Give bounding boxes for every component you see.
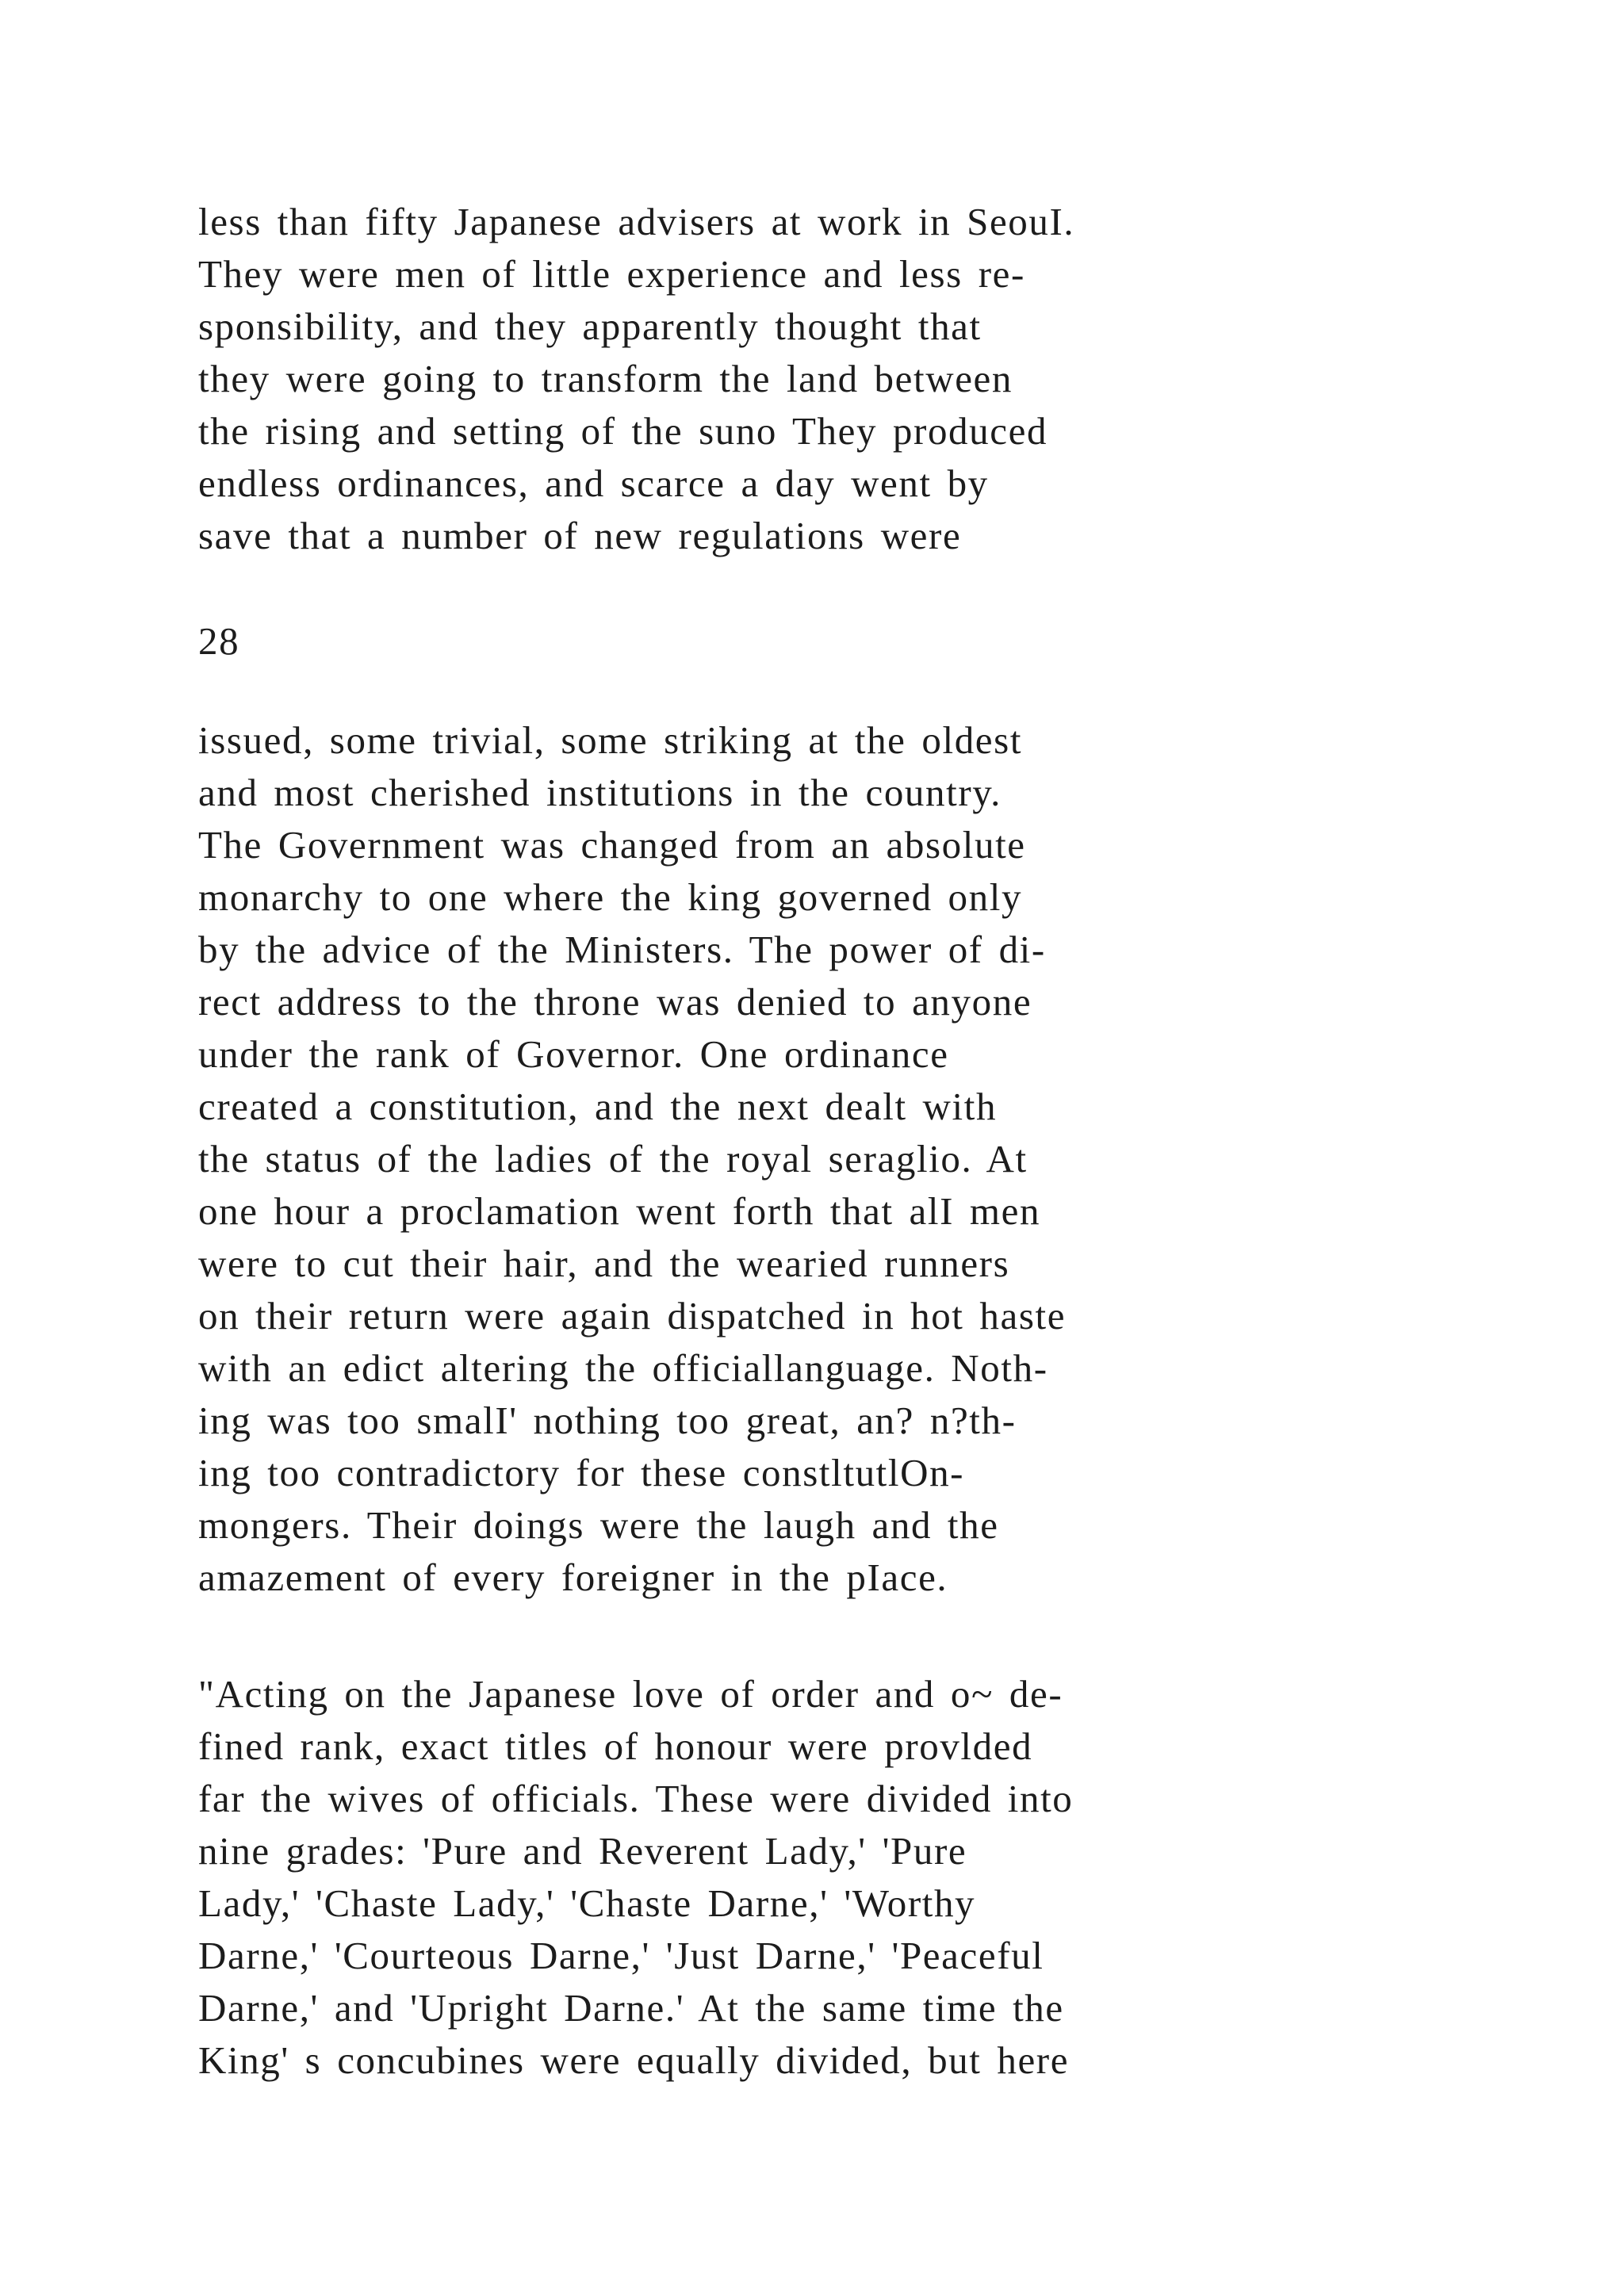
- text-line: Lady,' 'Chaste Lady,' 'Chaste Darne,' 'Worthy: [198, 1881, 976, 1925]
- text-line: one hour a proclamation went forth that alI men: [198, 1189, 1041, 1233]
- text-line: by the advice of the Ministers. The power of di-: [198, 928, 1046, 971]
- text-line: less than fifty Japanese advisers at work in SeouI.: [198, 200, 1075, 243]
- text-line: fined rank, exact titles of honour were provlded: [198, 1724, 1033, 1768]
- text-line: amazement of every foreigner in the pIace.: [198, 1556, 948, 1599]
- text-line: rect address to the throne was denied to anyone: [198, 980, 1032, 1024]
- text-line: endless ordinances, and scarce a day went by: [198, 461, 989, 505]
- text-line: ing too contradictory for these constltutlOn-: [198, 1451, 965, 1494]
- text-line: mongers. Their doings were the laugh and the: [198, 1503, 999, 1547]
- text-line: They were men of little experience and less re-: [198, 252, 1025, 296]
- paragraph-quote: [198, 1668, 1073, 2087]
- text-line: Darne,' and 'Upright Darne.' At the same time the: [198, 1986, 1064, 2030]
- paragraph-body: [198, 714, 1066, 1604]
- text-line: the status of the ladies of the royal seraglio. At: [198, 1137, 1028, 1181]
- text-line: the rising and setting of the suno They produced: [198, 409, 1048, 453]
- page-number: 28: [198, 619, 240, 663]
- text-line: "Acting on the Japanese love of order and o~ de-: [198, 1672, 1063, 1716]
- text-line: save that a number of new regulations were: [198, 514, 962, 557]
- text-line: King' s concubines were equally divided, but here: [198, 2038, 1070, 2082]
- text-line: they were going to transform the land between: [198, 357, 1013, 400]
- text-line: Darne,' 'Courteous Darne,' 'Just Darne,' 'Peaceful: [198, 1934, 1044, 1977]
- text-line: far the wives of officials. These were divided into: [198, 1777, 1074, 1820]
- text-line: nine grades: 'Pure and Reverent Lady,' 'Pure: [198, 1829, 967, 1873]
- text-line: with an edict altering the officiallanguage. Noth-: [198, 1346, 1048, 1390]
- text-line: on their return were again dispatched in hot haste: [198, 1294, 1067, 1337]
- text-line: issued, some trivial, some striking at the oldest: [198, 718, 1023, 762]
- text-line: were to cut their hair, and the wearied runners: [198, 1242, 1010, 1285]
- text-line: ing was too smalI' nothing too great, an? n?th-: [198, 1399, 1017, 1442]
- text-line: The Government was changed from an absolute: [198, 823, 1026, 867]
- text-line: sponsibility, and they apparently thought that: [198, 304, 982, 348]
- text-line: monarchy to one where the king governed only: [198, 875, 1023, 919]
- paragraph-continued: [198, 196, 1074, 562]
- text-line: under the rank of Governor. One ordinance: [198, 1032, 949, 1076]
- text-line: and most cherished institutions in the country.: [198, 771, 1002, 814]
- text-line: created a constitution, and the next dealt with: [198, 1085, 998, 1128]
